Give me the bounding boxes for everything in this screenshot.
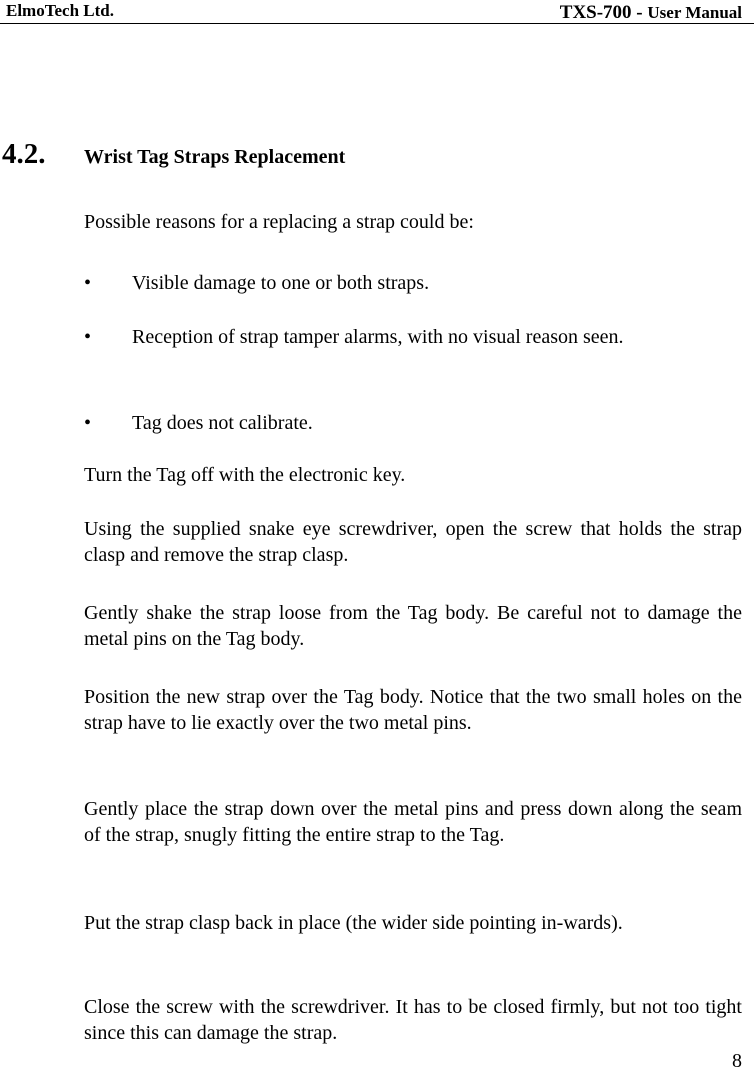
- company-name: ElmoTech Ltd.: [6, 1, 115, 20]
- bullet-symbol: •: [84, 412, 92, 434]
- bullet-item: [84, 324, 742, 350]
- paragraph: Gently place the strap down over the metal pins and press down along the seam of the strap, snugly fitting the entire strap to the Tag.: [84, 798, 742, 846]
- page-header: [0, 0, 754, 26]
- bullet-text: Tag does not calibrate.: [132, 412, 313, 434]
- intro-paragraph: Possible reasons for a replacing a strap could be:: [84, 211, 474, 233]
- paragraph: Using the supplied snake eye screwdriver, open the screw that holds the strap clasp and remove the strap clasp.: [84, 518, 742, 566]
- section-title: Wrist Tag Straps Replacement: [84, 146, 346, 168]
- document-title: [560, 2, 742, 24]
- paragraph: Put the strap clasp back in place (the wider side pointing in-wards).: [84, 912, 623, 934]
- product-name: TXS-700 -: [559, 2, 643, 23]
- header-rule: [0, 23, 754, 24]
- bullet-text: Visible damage to one or both straps.: [132, 272, 430, 294]
- bullet-symbol: •: [84, 326, 92, 348]
- manual-label: User Manual: [647, 3, 742, 22]
- paragraph: Close the screw with the screwdriver. It has to be closed firmly, but not too tight since this can damage the strap.: [84, 996, 742, 1044]
- section-heading: [0, 138, 754, 178]
- bullet-item: [84, 270, 742, 296]
- bullet-symbol: •: [84, 272, 92, 294]
- bullet-item: [84, 410, 742, 436]
- paragraph: Turn the Tag off with the electronic key.: [84, 464, 406, 486]
- paragraph: Gently shake the strap loose from the Tag body. Be careful not to damage the metal pins on the Tag body.: [84, 602, 742, 650]
- bullet-text: Reception of strap tamper alarms, with no visual reason seen.: [132, 326, 624, 348]
- paragraph: Position the new strap over the Tag body. Notice that the two small holes on the strap have to lie exactly over the two metal pins.: [84, 686, 742, 734]
- section-number: 4.2.: [2, 138, 46, 170]
- page-number: 8: [732, 1050, 742, 1072]
